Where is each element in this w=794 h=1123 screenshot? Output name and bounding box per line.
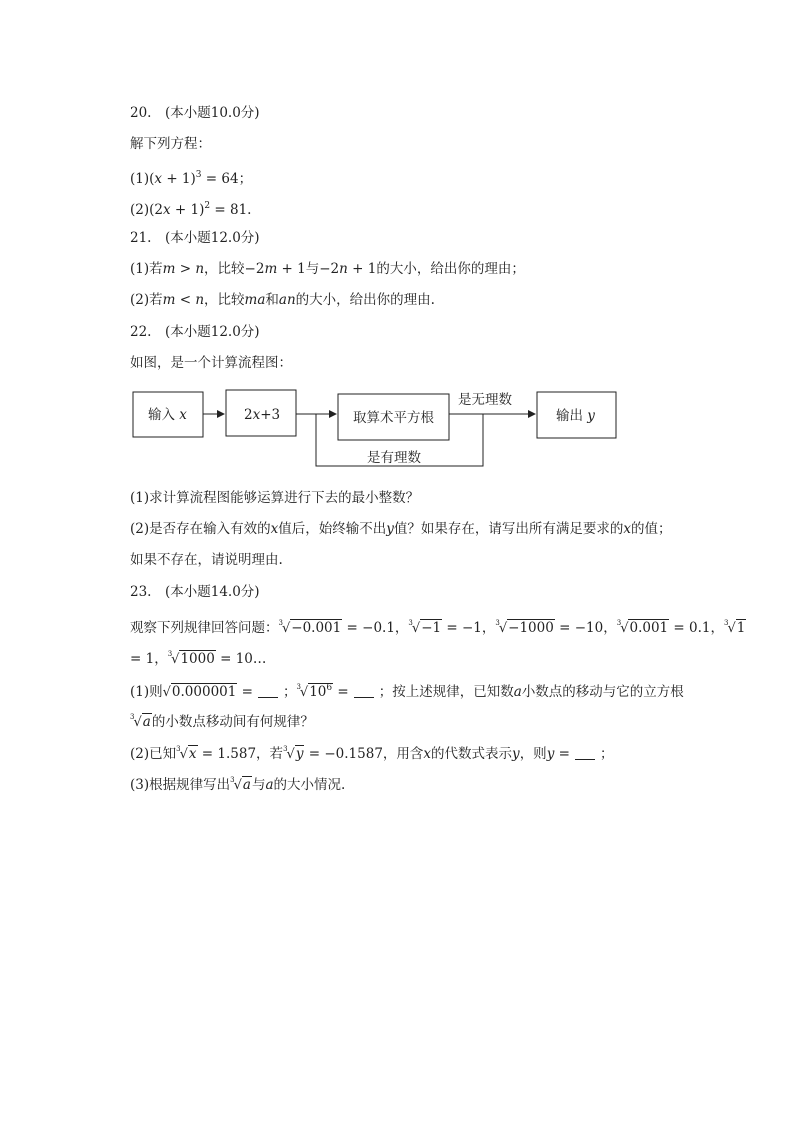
step1-label: 2x+3 (244, 407, 281, 423)
answer-blank-3[interactable] (575, 747, 595, 760)
q21-part1: (1)若m > n，比较−2m + 1与−2n + 1的大小，给出你的理由； (130, 261, 525, 277)
q23-header: 23. (本小题14.0分) (130, 584, 260, 600)
irrational-label: 是无理数 (458, 392, 512, 408)
step2-label: 取算术平方根 (353, 410, 434, 426)
answer-blank-1[interactable] (258, 685, 278, 698)
q23-intro: 观察下列规律回答问题：$^3$√−0.001 = −0.1，$^3$√−1 = −1，$^3$√−1000 = −10，$^3$√0.001 = 0.1，$^3$√1 (130, 619, 746, 636)
q23-part3: (3)根据规律写出$^3$√a与a的大小情况. (130, 776, 346, 793)
q20-part2: $(2)(2x + 1)^2 = 81$. (130, 201, 252, 218)
q22-part2: (2)是否存在输入有效的x值后，始终输不出y值？如果存在，请写出所有满足要求的x的值； (130, 521, 672, 537)
q23-intro-cont: = 1，$^3$√1000 = 10… (130, 650, 267, 667)
q20-header: 20. (本小题10.0分) (130, 105, 260, 121)
rational-label: 是有理数 (367, 450, 421, 466)
q20-intro: 解下列方程： (130, 136, 211, 152)
q22-header: 22. (本小题12.0分) (130, 324, 260, 340)
q21-part2: (2)若m < n，比较ma和an的大小，给出你的理由. (130, 292, 435, 308)
q22-part2-cont: 如果不存在，请说明理由. (130, 552, 283, 568)
output-label: 输出 y (556, 408, 595, 424)
q23-part1-cont: $^3$√a的小数点移动间有何规律？ (130, 713, 314, 730)
q22-intro: 如图，是一个计算流程图： (130, 355, 292, 371)
input-label: 输入 x (148, 407, 187, 423)
q21-header: 21. (本小题12.0分) (130, 230, 260, 246)
answer-blank-2[interactable] (354, 685, 374, 698)
flowchart (0, 380, 794, 475)
q22-part1: (1)求计算流程图能够运算进行下去的最小整数？ (130, 490, 420, 506)
q23-part1: (1)则√0.000001 = ；$^3√10^6$ = ；按上述规律，已知数a小数点的移动与它的立方根 (130, 683, 684, 700)
q20-part1: $(1)(x + 1)^3 = 64$； (130, 170, 253, 187)
q23-part2: (2)已知$^3$√x = 1.587，若$^3$√y = −0.1587，用含x的代数式表示y，则y = ； (130, 745, 614, 762)
